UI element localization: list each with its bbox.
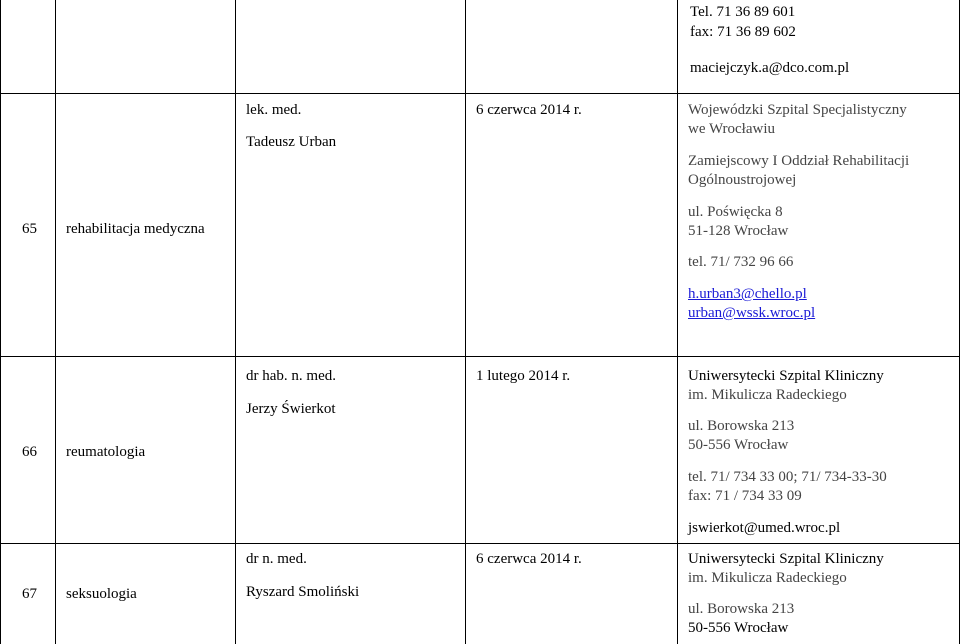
col-divider <box>677 0 678 644</box>
street-address: ul. Poświęcka 8 <box>688 204 783 220</box>
row-number: 67 <box>22 586 37 602</box>
phone: tel. 71/ 734 33 00; 71/ 734-33-30 <box>688 469 887 485</box>
appointment-date: 6 czerwca 2014 r. <box>476 551 582 567</box>
email-link[interactable]: h.urban3@chello.pl <box>688 286 807 302</box>
doctor-name: Ryszard Smoliński <box>246 584 360 600</box>
specialty: reumatologia <box>66 444 146 460</box>
row-divider <box>0 93 960 94</box>
street-address: ul. Borowska 213 <box>688 601 795 617</box>
row-divider <box>0 543 960 544</box>
email: jswierkot@umed.wroc.pl <box>688 520 841 536</box>
department: Ogólnoustrojowej <box>688 172 797 188</box>
city-address: 51-128 Wrocław <box>688 223 789 239</box>
department: Zamiejscowy I Oddział Rehabilitacji <box>688 153 910 169</box>
institution: Uniwersytecki Szpital Kliniczny <box>688 551 884 567</box>
appointment-date: 1 lutego 2014 r. <box>476 368 571 384</box>
doctor-title: lek. med. <box>246 102 302 118</box>
institution: im. Mikulicza Radeckiego <box>688 387 847 403</box>
email-link[interactable]: urban@wssk.wroc.pl <box>688 305 816 321</box>
row-divider <box>0 356 960 357</box>
city-address: 50-556 Wrocław <box>688 437 789 453</box>
street-address: ul. Borowska 213 <box>688 418 795 434</box>
col-divider <box>55 0 56 644</box>
col-divider <box>0 0 1 644</box>
col-divider <box>465 0 466 644</box>
row-number: 65 <box>22 221 37 237</box>
institution: Wojewódzki Szpital Specjalistyczny <box>688 102 907 118</box>
specialty: rehabilitacja medyczna <box>66 221 205 237</box>
institution: im. Mikulicza Radeckiego <box>688 570 847 586</box>
doctor-name: Jerzy Świerkot <box>246 401 336 417</box>
institution: Uniwersytecki Szpital Kliniczny <box>688 368 884 384</box>
row-number: 66 <box>22 444 37 460</box>
specialty: seksuologia <box>66 586 137 602</box>
appointment-date: 6 czerwca 2014 r. <box>476 102 582 118</box>
doctor-name: Tadeusz Urban <box>246 134 337 150</box>
city-address: 50-556 Wrocław <box>688 620 789 636</box>
top-tel: Tel. 71 36 89 601 <box>690 4 796 20</box>
phone: tel. 71/ 732 96 66 <box>688 254 794 270</box>
col-divider <box>235 0 236 644</box>
institution: we Wrocławiu <box>688 121 776 137</box>
top-fax: fax: 71 36 89 602 <box>690 24 796 40</box>
doctor-title: dr hab. n. med. <box>246 368 336 384</box>
doctor-title: dr n. med. <box>246 551 307 567</box>
fax: fax: 71 / 734 33 09 <box>688 488 802 504</box>
top-email: maciejczyk.a@dco.com.pl <box>690 60 850 76</box>
